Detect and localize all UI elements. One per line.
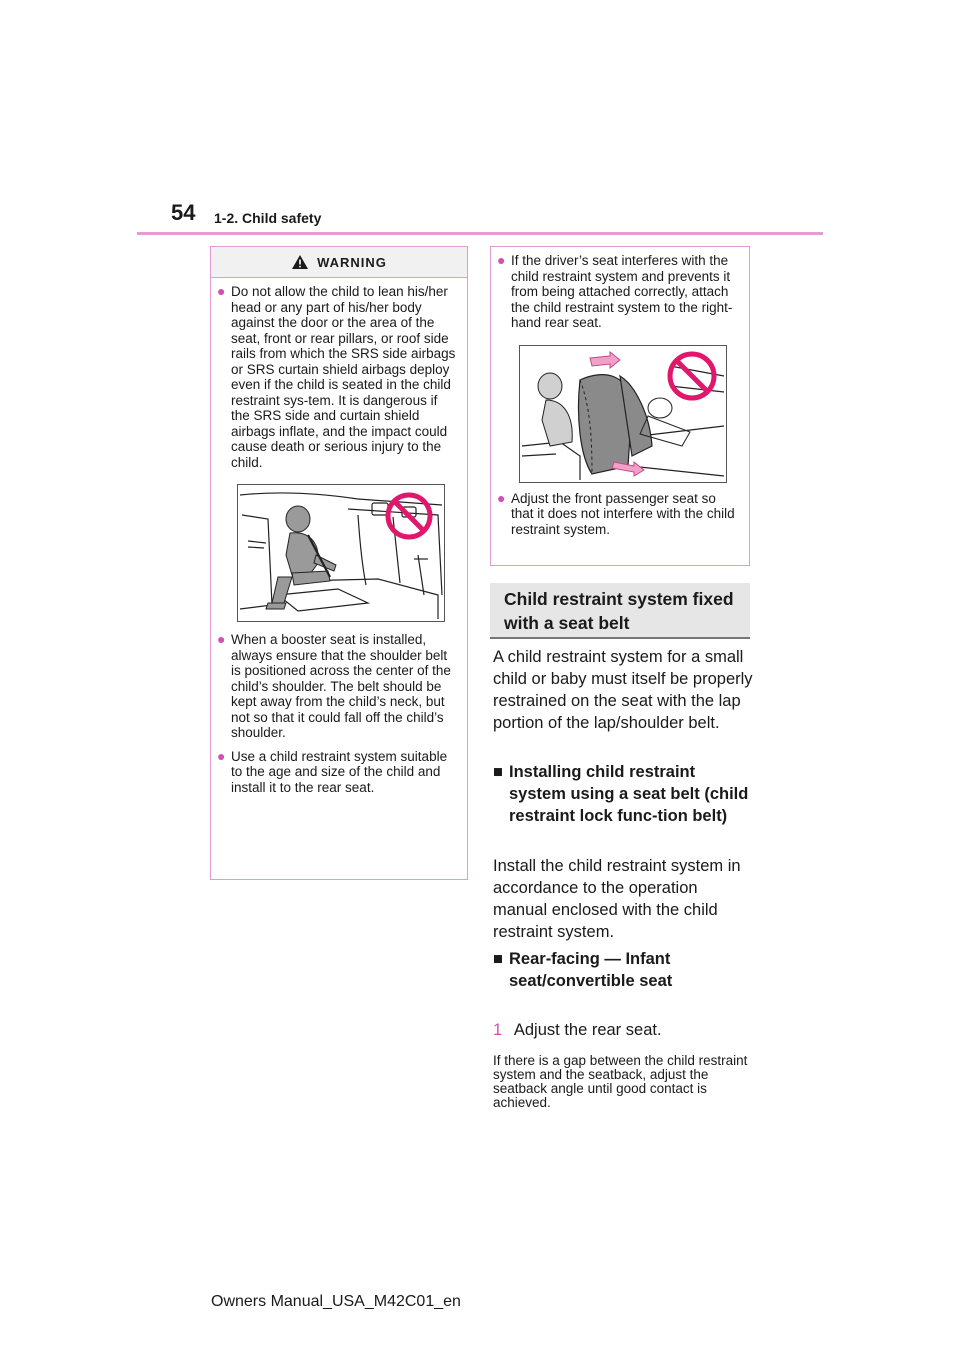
warning-bullet xyxy=(497,491,739,538)
bullet-circle-icon: ● xyxy=(217,283,226,299)
warning-bullet-text: Do not allow the child to lean his/her head or any part of his/her body against the door or the area of the seat, front or rear pillars, or roof side rails from which the SRS side airbags or SRS curtain shield airbags deploy even if the child is seated in the child restraint sys-tem. It is dangerous if the SRS side and curtain shield airbags inflate, and the impact could cause death or serious injury to the child. xyxy=(231,284,456,470)
prohibition-icon xyxy=(384,491,434,541)
section-title: 1-2. Child safety xyxy=(214,210,322,226)
warning-bullet xyxy=(497,253,739,331)
step-note: If there is a gap between the child restraint system and the seatback, adjust the seatback angle until good contact is achieved. xyxy=(493,1053,748,1110)
rear-seat-child-illustration xyxy=(237,484,445,622)
header-rule xyxy=(137,232,823,235)
warning-bullet-text: If the driver’s seat interferes with the child restraint system and prevents it from being attached correctly, attach the child restraint system to the right-hand rear seat. xyxy=(511,253,733,330)
warning-bullet xyxy=(217,749,457,796)
install-paragraph: Install the child restraint system in accordance to the operation manual enclosed with the child restraint system. xyxy=(493,857,741,941)
warning-header xyxy=(211,247,467,278)
installing-heading-text: Installing child restraint system using a seat belt (child restraint lock func-tion belt) xyxy=(509,763,749,825)
prohibition-icon xyxy=(666,350,718,402)
bullet-circle-icon: ● xyxy=(217,631,226,647)
warning-bullet-text: Use a child restraint system suitable to the age and size of the child and install it to the rear seat. xyxy=(231,748,448,795)
rear-facing-heading xyxy=(493,948,755,992)
square-icon: ■ xyxy=(493,763,503,781)
page-number: 54 xyxy=(171,200,196,225)
bullet-circle-icon: ● xyxy=(497,252,506,268)
warning-triangle-icon xyxy=(291,254,309,270)
warning-continued-box xyxy=(490,246,750,566)
step-text: Adjust the rear seat. xyxy=(513,1021,662,1039)
bullet-circle-icon: ● xyxy=(497,489,506,506)
rear-facing-heading-text: Rear-facing — Infant seat/convertible seat xyxy=(509,950,673,990)
warning-label: WARNING xyxy=(317,254,387,270)
intro-paragraph: A child restraint system for a small child or baby must itself be properly restrained on the seat with the lap portion of the lap/shoulder belt. xyxy=(493,648,753,732)
subsection-title: Child restraint system fixed with a seat belt xyxy=(490,583,750,639)
square-icon: ■ xyxy=(493,950,503,968)
warning-bullet xyxy=(217,284,457,470)
step-item xyxy=(493,1021,662,1040)
warning-body xyxy=(211,278,467,795)
bullet-circle-icon: ● xyxy=(217,747,226,764)
footer-text: Owners Manual_USA_M42C01_en xyxy=(211,1293,461,1310)
warning-bullet-text: When a booster seat is installed, always ensure that the shoulder belt is positioned across the center of the child’s shoulder. The belt should be kept away from the child’s neck, but not so that it could fall off the child’s shoulder. xyxy=(231,632,451,740)
warning-bullet-text: Adjust the front passenger seat so that it does not interfere with the child restraint system. xyxy=(511,490,735,537)
step-number: 1 xyxy=(493,1021,503,1039)
warning-bullet xyxy=(217,632,457,741)
installing-heading xyxy=(493,761,755,827)
driver-seat-interference-illustration xyxy=(519,345,727,483)
warning-box xyxy=(210,246,468,880)
